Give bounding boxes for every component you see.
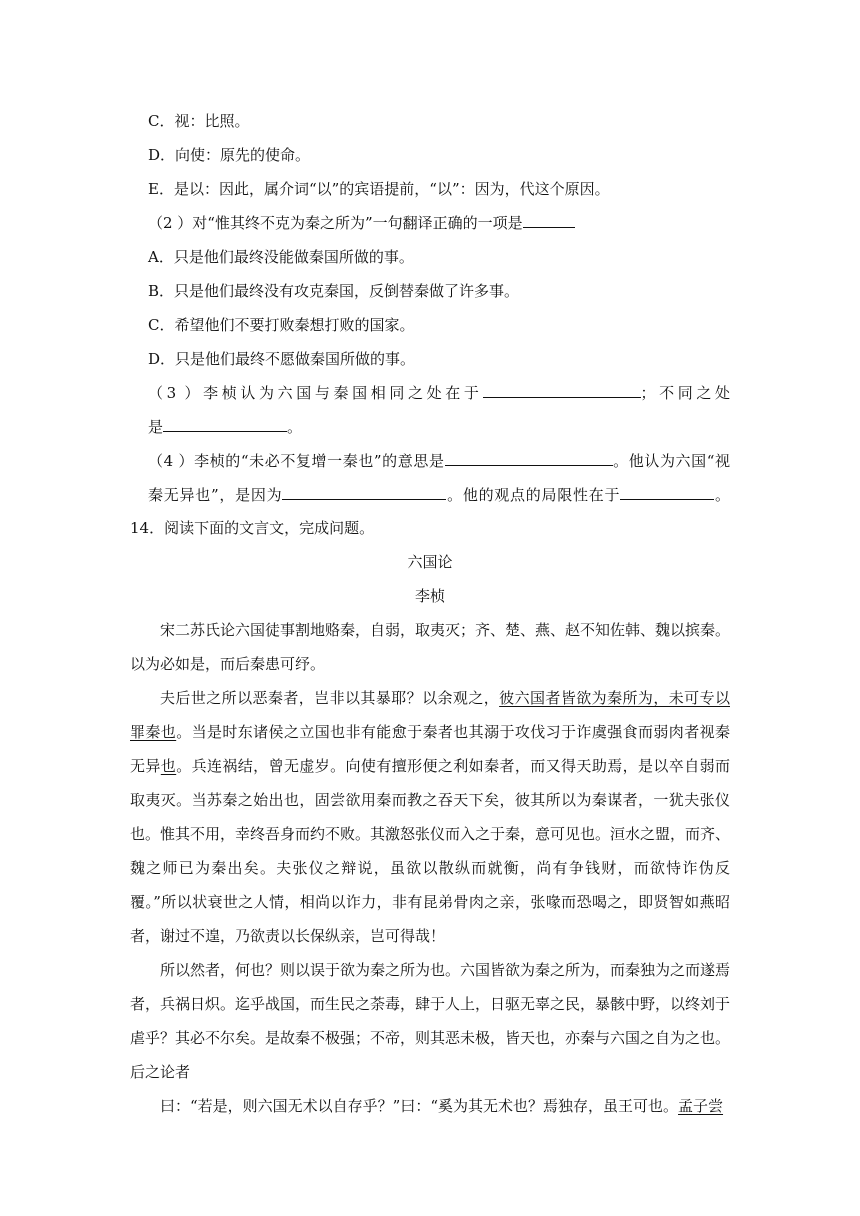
option-d-q1: D．向使：原先的使命。 [148, 146, 311, 164]
question-3-end: 。 [287, 418, 303, 436]
question-4-text-mid: 。他的观点的局限性在于 [446, 486, 621, 504]
option-e-q1: E．是以：因此，属介词“以”的宾语提前，“以”：因为，代这个原因。 [148, 180, 610, 198]
p2-underlined-2: 也 [160, 757, 177, 775]
question-3-text-tail: ；不同之处 [640, 384, 730, 402]
passage-paragraph-1: 宋二苏氏论六国徒事割地赂秦，自弱，取夷灭；齐、楚、燕、赵不知佐韩、魏以摈秦。以为必如是，而后秦患可纾。 [130, 621, 731, 673]
p2-underlined-1: 彼六国者皆欲为秦所为，未可专以罪秦也 [130, 689, 730, 741]
option-a-q2: A．只是他们最终没能做秦国所做的事。 [148, 248, 414, 266]
question-3-text: （3 ）李桢认为六国与秦国相同之处在于 [148, 384, 483, 402]
question-4-text-tail: 。他认为六国“视 [612, 452, 730, 470]
passage-paragraph-4 [130, 1089, 730, 1123]
p2-text-b: 。当是时东诸侯之立国也非有能愈于秦者也其溺于攻伐习于诈虞强食而弱肉者视秦无异 [130, 723, 730, 775]
answer-blank-q3-diff[interactable] [163, 417, 287, 432]
answer-blank-q3-same[interactable] [483, 383, 641, 398]
question-4-end: 。 [714, 486, 730, 504]
question-4-line-1 [148, 451, 730, 471]
p2-text-a: 夫后世之所以恶秦者，岂非以其暴耶？以余观之， [160, 689, 500, 707]
option-d-q2: D．只是他们最终不愿做秦国所做的事。 [148, 350, 416, 368]
p4-text: 曰：“若是，则六国无术以自存乎？”曰：“奚为其无术也？焉独存，虽王可也。 [160, 1097, 679, 1115]
option-c-q1: C．视：比照。 [148, 112, 250, 130]
answer-blank-q4-limitation[interactable] [620, 485, 714, 500]
p2-text-c: 。兵连祸结，曾无虚岁。向使有擅形便之利如秦者，而又得天助焉，是以卒自弱而取夷灭。当苏秦之始出也，固尝欲用秦而教之吞天下矣，彼其所以为秦谋者，一犹夫张仪也。惟其不用，幸终吾身而约不败。其激怒张仪而入之于秦，意可见也。洹水之盟，而齐、魏之师已为秦出矣。夫张仪之辩说，虽欲以散纵而就衡，尚有争钱财，而欲恃诈伪反覆。”所以状衰世之人情，相尚以诈力，非有昆弟骨肉之亲，张喙而恐喝之，即贤智如燕昭者，谢过不遑，乃欲责以长保纵亲，岂可得哉！ [130, 757, 731, 945]
question-3-line-2 [148, 417, 302, 437]
answer-blank-q4-reason[interactable] [282, 485, 446, 500]
passage-paragraph-2 [130, 681, 730, 953]
question-3-line-1 [148, 383, 730, 403]
answer-blank-q4-meaning[interactable] [445, 451, 613, 466]
answer-blank-q2[interactable] [523, 213, 575, 228]
question-4-text-2: 秦无异也”，是因为 [148, 486, 283, 504]
question-3-text-2: 是 [148, 418, 164, 436]
question-14-stem: 14．阅读下面的文言文，完成问题。 [130, 519, 375, 537]
question-2-stem [148, 213, 575, 233]
p4-underlined: 孟子尝 [678, 1097, 724, 1115]
option-b-q2: B．只是他们最终没有攻克秦国，反倒替秦做了许多事。 [148, 282, 520, 300]
question-2-text: （2 ）对“惟其终不克为秦之所为”一句翻译正确的一项是 [148, 214, 523, 232]
passage-author: 李桢 [414, 587, 445, 605]
question-4-line-2 [148, 485, 730, 505]
passage-paragraph-3: 所以然者，何也？则以误于欲为秦之所为也。六国皆欲为秦之所为，而秦独为之而遂焉者，兵祸日炽。迄乎战国，而生民之荼毒，肆于人上，日驱无辜之民，暴骸中野，以终刘于虐乎？其必不尔矣。是故秦不极强；不帝，则其恶未极，皆天也，亦秦与六国之自为之也。后之论者 [130, 961, 731, 1081]
option-c-q2: C．希望他们不要打败秦想打败的国家。 [148, 316, 415, 334]
passage-title: 六国论 [407, 553, 453, 571]
question-4-text: （4 ）李桢的“未必不复增一秦也”的意思是 [148, 452, 445, 470]
